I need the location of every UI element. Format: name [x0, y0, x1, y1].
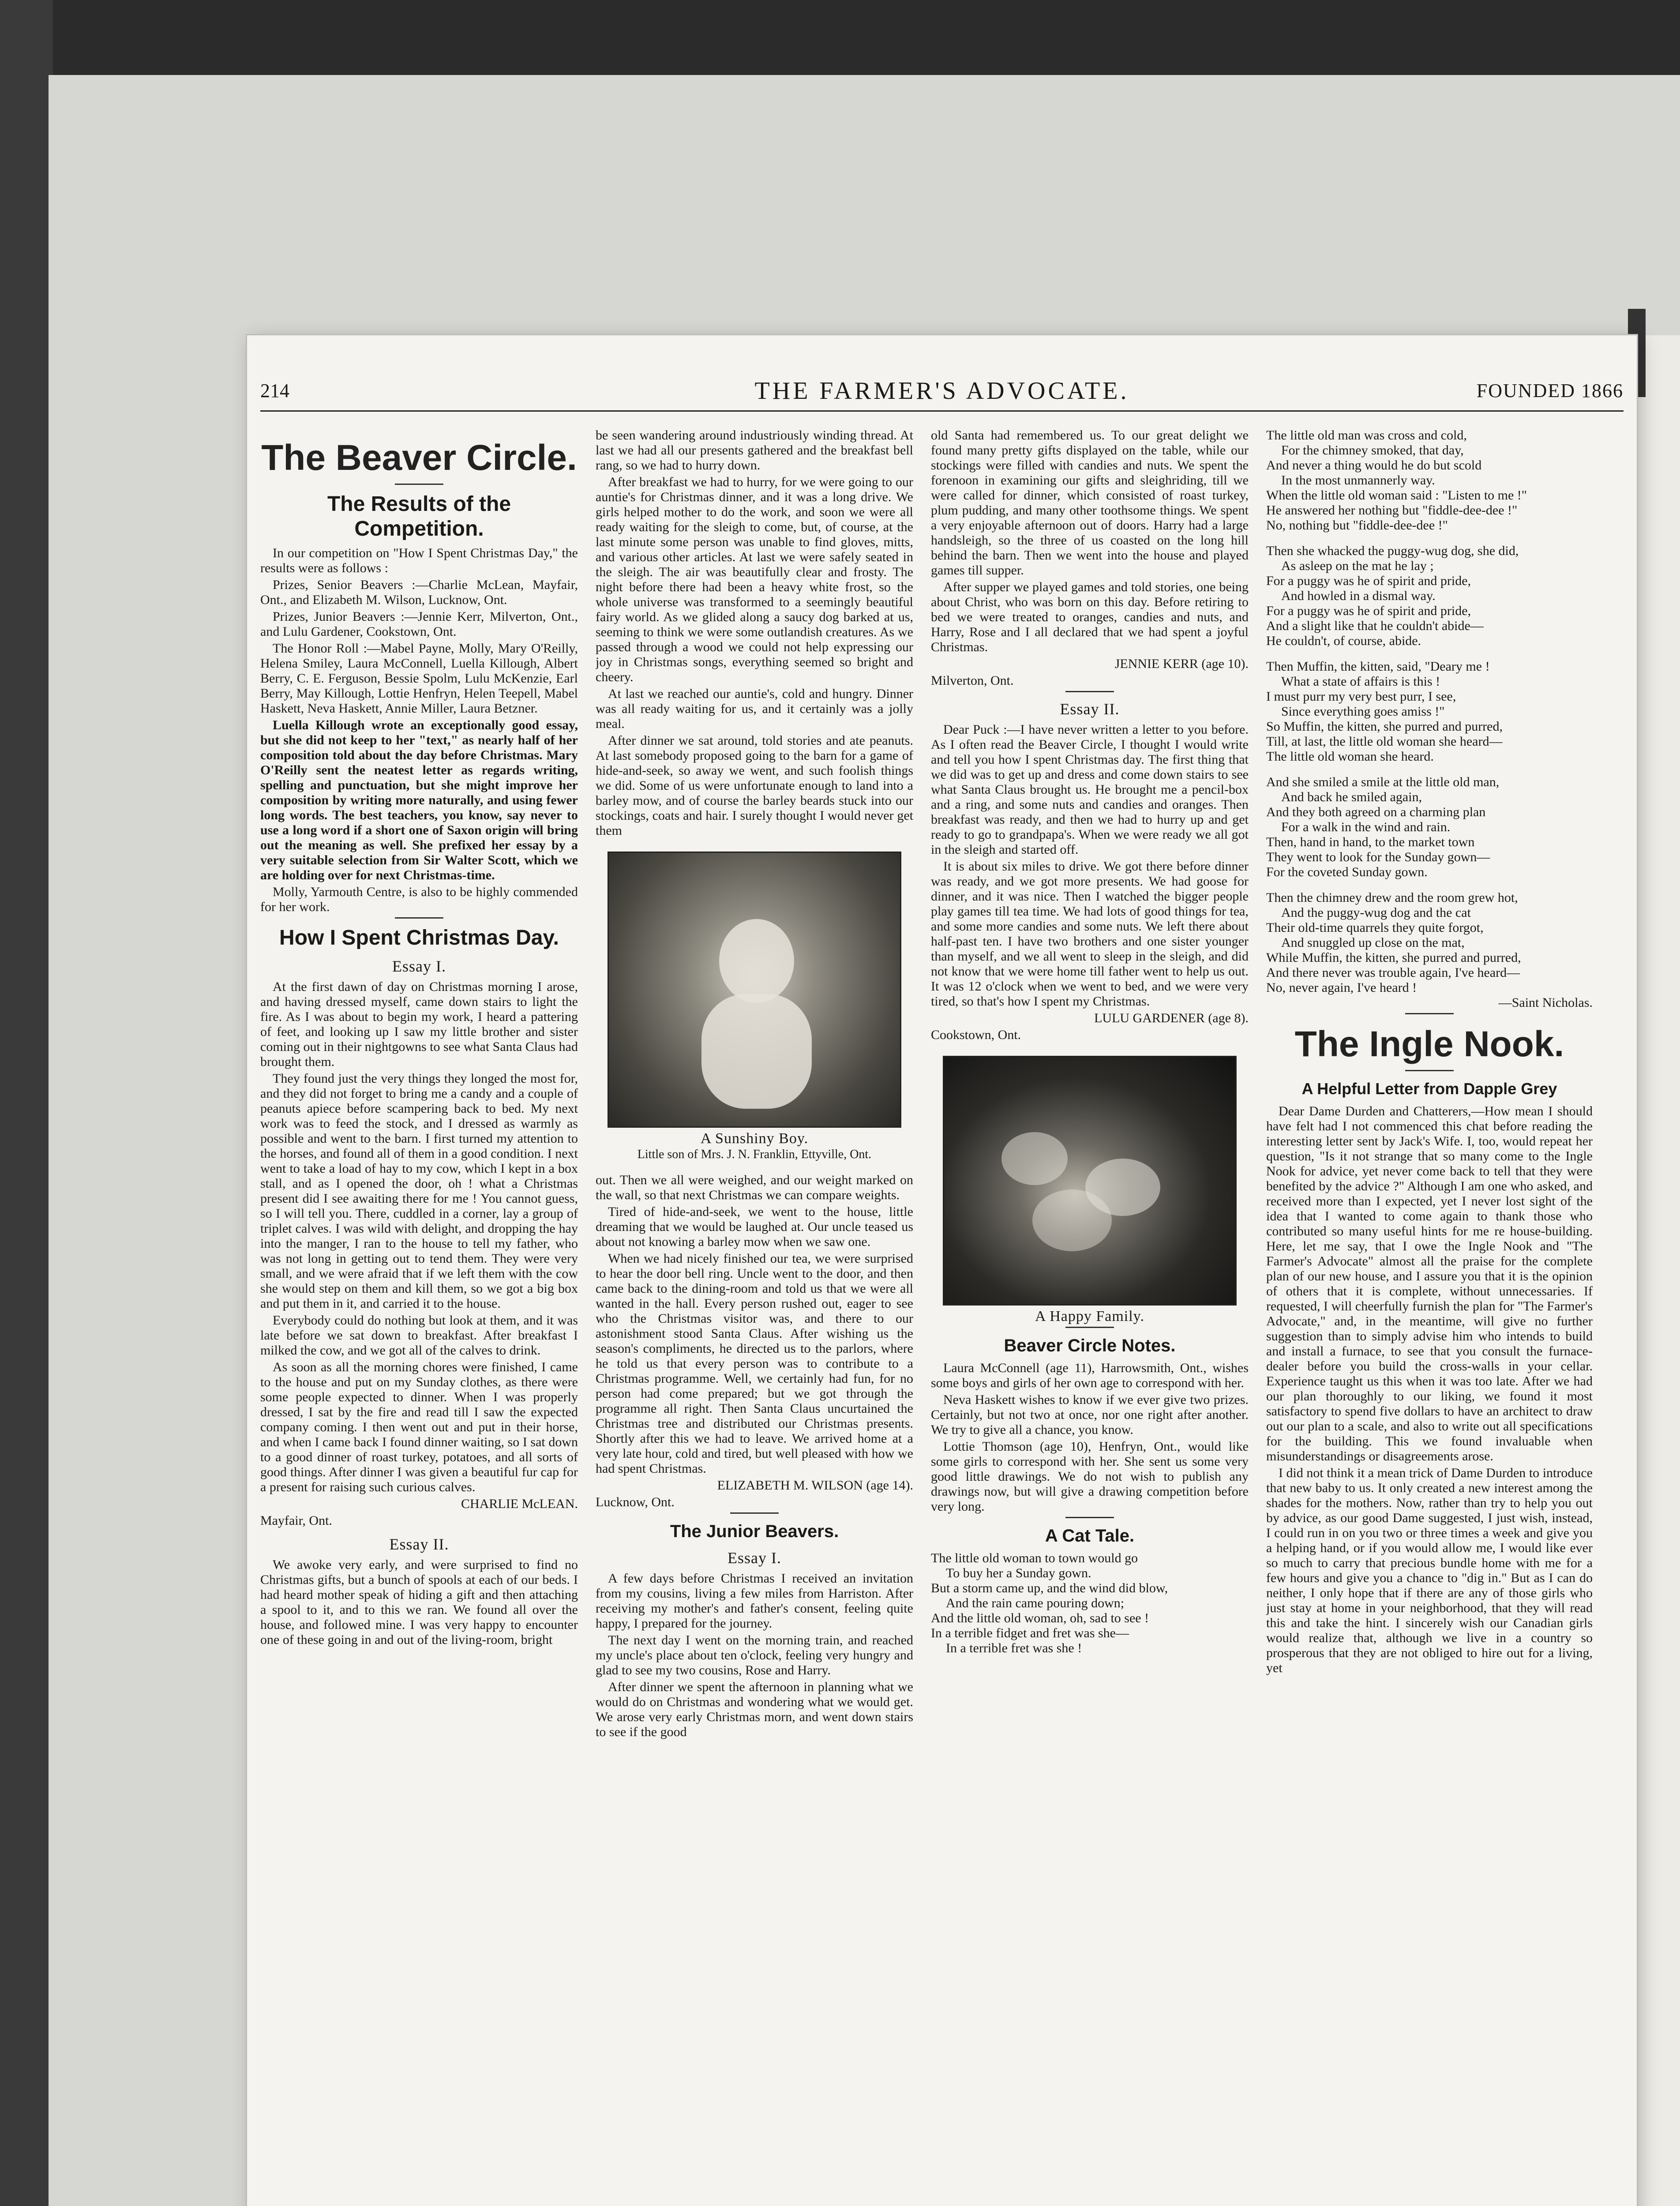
stanza-break: [1266, 533, 1593, 544]
paragraph: When we had nicely finished our tea, we were surprised to hear the door bell ring. Uncle went to the door, and then came back to the dining-room and told us that we were all wanted in the hall. Every person rushed out, eager to see who the Christmas visitor was, and there to our astonishment stood Santa Claus. After wishing us the season's compliments, he directed us to the parlors, where he told us that every person was to contribute to a Christmas programme. Well, we certainly had fun, for no person had come prepared; but we got through the programme all right. Then Santa Claus uncurtained the Christmas tree and distributed our Christmas presents. Shortly after this we had to leave. We arrived home at a very late hour, cold and tired, but well pleased with how we had spent Christmas.: [596, 1251, 913, 1476]
beaver-notes-heading: Beaver Circle Notes.: [1004, 1336, 1176, 1355]
letter-heading: A Helpful Letter from Dapple Grey: [1301, 1080, 1557, 1098]
paragraph: They found just the very things they longed the most for, and they did not forget to bring me a candy and a couple of peanuts apiece before scampering back to bed. My next work was to feed the stock, and I dressed as warmly as possible and went to the barn. I first turned my attention to the horses, and found all of them in a good condition. I next went to take a load of hay to my cow, which I kept in a box stall, and as I opened the door, oh ! what a Christmas present did I see awaiting there for me ! You cannot guess, so I will tell you. There, cuddled in a corner, lay a group of triplet calves. I was wild with delight, and dropping the hay into the manger, I ran to the house to tell my father, who was not long in getting out to tend them. They were very small, and we were afraid that if we left them with the cow she would step on them and kill them, so we got a big box and put them in it, and carried it to the house.: [260, 1071, 578, 1311]
poem-line: They went to look for the Sunday gown—: [1266, 850, 1490, 864]
poem-line: He couldn't, of course, abide.: [1266, 634, 1421, 648]
essay-heading: Essay I.: [728, 1549, 781, 1567]
paragraph: old Santa had remembered us. To our great delight we found many pretty gifts displayed on the table, while our stockings were filled with candies and nuts. We spent the forenoon in examining our gifts and sleighriding, till we were called for dinner, which consisted of roast turkey, plum pudding, and many other toothsome things. We spent a very enjoyable afternoon out of doors. Harry had a large handsleigh, so the three of us coasted on the long hill behind the barn. Then we went into the house and played games till supper.: [931, 428, 1249, 578]
photo-caption: A Happy Family.: [1035, 1308, 1144, 1324]
poem-line: And the puggy-wug dog and the cat: [1281, 905, 1471, 920]
paragraph: At the first dawn of day on Christmas morning I arose, and having dressed myself, came down stairs to light the fire. As I was about to begin my work, I heard a pattering of feet, and looking up I saw my little brother and sister coming out in their nightgowns to see what Santa Claus had brought them.: [260, 979, 578, 1069]
results-heading: The Results of the Competition.: [327, 492, 511, 540]
paragraph: be seen wandering around industriously winding thread. At last we had all our presents gathered and the breakfast bell rang, so we had to hurry down.: [596, 428, 913, 473]
place-line: Lucknow, Ont.: [596, 1495, 675, 1509]
poem-line: In a terrible fidget and fret was she—: [931, 1626, 1129, 1640]
section-rule: [395, 917, 443, 919]
poem-line: Then, hand in hand, to the market town: [1266, 835, 1475, 849]
section-rule: [1065, 1327, 1114, 1328]
poem-line: And a slight like that he couldn't abide—: [1266, 619, 1484, 633]
poem-line: And they both agreed on a charming plan: [1266, 805, 1486, 819]
paragraph: After supper we played games and told stories, one being about Christ, who was born on this day. Before retiring to bed we were treated to oranges, candies and nuts, and Harry, Rose and I all declared that we had spent a joyful Christmas.: [931, 580, 1249, 654]
poem-line: And the rain came pouring down;: [946, 1596, 1125, 1610]
poem-line: But a storm came up, and the wind did blow,: [931, 1581, 1168, 1595]
place-line: Cookstown, Ont.: [931, 1028, 1021, 1042]
signature: LULU GARDENER (age 8).: [1094, 1011, 1249, 1025]
paragraph: Molly, Yarmouth Centre, is also to be highly commended for her work.: [260, 885, 578, 914]
junior-beavers-heading: The Junior Beavers.: [670, 1522, 839, 1541]
poem-line: The little old woman she heard.: [1266, 749, 1434, 764]
essay-heading: Essay II.: [1060, 700, 1120, 718]
paragraph: Dear Dame Durden and Chatterers,—How mean I should have felt had I not commenced this chat before reading the interesting letter sent by Jack's Wife. I, too, would repeat her question, "Is it not strange that so many come to the Ingle Nook for advice, yet never come back to tell that they were benefited by the advice ?" Although I am one who asked, and received more than I expected, yet I never lost sight of the idea that I wanted to come again to thank those who contributed so many useful hints for me re house-building. Here, let me say, that I owe the Ingle Nook and "The Farmer's Advocate" almost all the praise for the complete plan of our new house, and I assure you that it is the opinion of others that it is complete, without unnecessaries. If requested, I will cheerfully furnish the plan for "The Farmer's Advocate," and, in the meantime, will give no further suggestion than to simply advise him who intends to build and install a furnace, to see that you consult the furnace-dealer before you build the cross-walls in your cellar. Experience taught us this when it was too late. After we had our plan thoroughly to our liking, we found it most satisfactory to spend five dollars to have an architect to draw out our plan to a scale, and also to write out all specifications for the building. This we found invaluable when misunderstandings or disagreements arose.: [1266, 1104, 1593, 1463]
paragraph: out. Then we all were weighed, and our weight marked on the wall, so that next Christmas we can compare weights.: [596, 1173, 913, 1202]
poem-line: And she smiled a smile at the little old man,: [1266, 775, 1500, 789]
photo-caption: A Sunshiny Boy.: [700, 1130, 809, 1147]
paragraph: The next day I went on the morning train, and reached my uncle's place about ten o'clock, feeling very hungry and glad to see my two cousins, Rose and Harry.: [596, 1633, 913, 1677]
paragraph: It is about six miles to drive. We got there before dinner was ready, and we got more presents. We had goose for dinner, and it was nice. Then I watched the bigger people play games till tea time. We had lots of good things for tea, and some more candies and some nuts. We left there about half-past ten. I have two brothers and one sister younger than myself, and we all went to sleep in the sleigh, and did not know that we were home till father went to help us out. It was 12 o'clock when we went to bed, and we were very tired, so that's how I spent my Christmas.: [931, 859, 1249, 1009]
newspaper-page: [247, 335, 1637, 2206]
poem-line: For a puggy was he of spirit and pride,: [1266, 604, 1471, 618]
paragraph: Luella Killough wrote an exceptionally good essay, but she did not keep to her "text," as nearly half of her composition told about the day before Christmas. Mary O'Reilly sent the neatest letter as regards writing, spelling and punctuation, but she might improve her composition by writing more naturally, and using fewer long words. The best teachers, you know, say never to use a long word if a short one of Saxon origin will bring out the meaning as well. She prefixed her essay by a very suitable selection from Sir Walter Scott, which we are holding over for next Christmas-time.: [260, 718, 578, 882]
poem-line: So Muffin, the kitten, she purred and purred,: [1266, 719, 1503, 734]
poem-line: In the most unmannerly way.: [1281, 473, 1435, 488]
paragraph: Prizes, Senior Beavers :—Charlie McLean, Mayfair, Ont., and Elizabeth M. Wilson, Lucknow, Ont.: [260, 578, 578, 607]
paragraph: Neva Haskett wishes to know if we ever give two prizes. Certainly, but not two at once, nor one right after another. We try to give all a chance, you know.: [931, 1392, 1249, 1437]
title-rule: [1405, 1070, 1454, 1071]
poem-line: What a state of affairs is this !: [1281, 674, 1440, 689]
paragraph: Everybody could do nothing but look at them, and it was late before we sat down to breakfast. After breakfast I milked the cow, and we got all of the calves to drink.: [260, 1313, 578, 1358]
paragraph: In our competition on "How I Spent Christmas Day," the results were as follows :: [260, 546, 578, 575]
paragraph: Lottie Thomson (age 10), Henfryn, Ont., would like some girls to correspond with her. She sent us some very good little drawings. We do not wish to publish any drawings now, but will give a drawing competition before very long.: [931, 1439, 1249, 1514]
paragraph: We awoke very early, and were surprised to find no Christmas gifts, but a bunch of spools at each of our beds. I had heard mother speak of hiding a gift and then attaching a spool to it, and to this we ran. We found all over the house, and followed mine. I was very happy to encounter one of these going in and out of the living-room, bright: [260, 1557, 578, 1647]
signature: JENNIE KERR (age 10).: [1114, 657, 1249, 671]
ingle-nook-title: The Ingle Nook.: [1294, 1024, 1564, 1064]
poem-line: Then the chimney drew and the room grew hot,: [1266, 890, 1518, 905]
poem-line: And howled in a dismal way.: [1281, 589, 1436, 603]
paragraph: After dinner we sat around, told stories and ate peanuts. At last somebody proposed going to the barn for a game of hide-and-seek, so away we went, and such foolish things we did. Some of us were unfortunate enough to land into a barley mow, and of course the barley beards stuck into our stockings, coats and hair. I surely thought I would never get them: [596, 733, 913, 838]
poem-line: For a puggy was he of spirit and pride,: [1266, 574, 1471, 588]
poem-line: While Muffin, the kitten, she purred and purred,: [1266, 950, 1521, 965]
section-rule: [1405, 1013, 1454, 1014]
poem-line: Then Muffin, the kitten, said, "Deary me !: [1266, 659, 1490, 674]
essay-heading: Essay II.: [389, 1535, 449, 1553]
poem-line: Till, at last, the little old woman she heard—: [1266, 734, 1503, 749]
paragraph: Dear Puck :—I have never written a letter to you before. As I often read the Beaver Circle, I thought I would write and tell you how I spent Christmas day. The first thing that we did was to get up and dress and come down stairs to see what Santa Claus brought us. He brought me a pencil-box and a ring, and some nuts and candies and oranges. Then breakfast was ready, and then we had to hurry up and get ready to go to grandpapa's. When we were ready we all got in the sleigh and started off.: [931, 722, 1249, 857]
adjacent-page-edge: [1637, 335, 1680, 2206]
page-header: [260, 379, 1624, 412]
poem-line: When the little old woman said : "Listen to me !": [1266, 488, 1527, 503]
paragraph: Prizes, Junior Beavers :—Jennie Kerr, Milverton, Ont., and Lulu Gardener, Cookstown, Ont.: [260, 609, 578, 639]
paragraph: The Honor Roll :—Mabel Payne, Molly, Mary O'Reilly, Helena Smiley, Laura McConnell, Luella Killough, Albert Berry, C. E. Ferguson, Bessie Spolm, Lulu McKenzie, Earl Berry, May Killough, Lottie Henfryn, Helen Teepell, Mabel Haskett, Neva Haskett, Annie Miller, Laura Betzner.: [260, 641, 578, 716]
column-3: [931, 428, 1249, 2206]
poem-line: For the coveted Sunday gown.: [1266, 865, 1428, 879]
happy-family-photo: [943, 1056, 1237, 1306]
paragraph: Laura McConnell (age 11), Harrowsmith, Ont., wishes some boys and girls of her own age to correspond with her.: [931, 1361, 1249, 1390]
how-i-spent-heading: How I Spent Christmas Day.: [279, 926, 559, 949]
poem-line: And never a thing would he do but scold: [1266, 458, 1482, 473]
scanner-shadow-left: [0, 0, 53, 2206]
column-2: [596, 428, 913, 2206]
cat-tale-poem: [931, 1551, 1249, 1656]
poem-line: And there never was trouble again, I've heard—: [1266, 965, 1520, 980]
place-line: Milverton, Ont.: [931, 673, 1014, 688]
paragraph: After dinner we spent the afternoon in planning what we would do on Christmas and wondering what we would get. We arose very early Christmas morn, and went down stairs to see if the good: [596, 1680, 913, 1739]
poem-line: And snuggled up close on the mat,: [1281, 935, 1465, 950]
poem-line: No, never again, I've heard !: [1266, 980, 1417, 995]
cat-tale-poem-continued: [1266, 428, 1593, 1010]
signature: ELIZABETH M. WILSON (age 14).: [717, 1478, 913, 1493]
poem-line: The little old man was cross and cold,: [1266, 428, 1467, 443]
stanza-break: [1266, 764, 1593, 775]
section-rule: [1065, 1517, 1114, 1518]
paragraph: A few days before Christmas I received an invitation from my cousins, living a few miles from Harriston. After receiving my mother's and father's consent, feeling quite happy, I prepared for the journey.: [596, 1571, 913, 1631]
founded-label: FOUNDED 1866: [1476, 380, 1624, 401]
paragraph: At last we reached our auntie's, cold and hungry. Dinner was all ready waiting for us, and it certainly was a jolly meal.: [596, 687, 913, 731]
poem-line: The little old woman to town would go: [931, 1551, 1138, 1565]
poem-line: I must purr my very best purr, I see,: [1266, 689, 1456, 704]
paragraph: As soon as all the morning chores were finished, I came to the house and put on my Sunday clothes, as there were some people expected to dinner. When I was properly dressed, I sat by the fire and read till I saw the expected company coming. I then went out and put in their horse, and when I came back I found dinner waiting, so I sat down to a good dinner of roast turkey, potatoes, and all sorts of good things. After dinner I was given a beautiful fur cap for a present for raising such curious calves.: [260, 1360, 578, 1494]
section-rule: [730, 1512, 779, 1514]
poem-line: Then she whacked the puggy-wug dog, she did,: [1266, 544, 1519, 558]
poem-line: For a walk in the wind and rain.: [1281, 820, 1451, 834]
page-number: 214: [260, 380, 289, 401]
paragraph: After breakfast we had to hurry, for we were going to our auntie's for Christmas dinner, and it was a long drive. We girls helped mother to do the work, and soon we were all ready waiting for the sleigh to come, but, of course, at the last minute some person was unable to find gloves, mitts, and various other articles. At last we were safely seated in the sleigh. The air was beautifully clear and frosty. The night before there had been a heavy white frost, so the whole universe was transformed to a seemingly beautiful fairy world. As we glided along a saucy dog barked at us, seeming to think we were some outlandish creatures. As we passed through a wood we could not help expressing our joy in Christmas songs, everything seemed so bright and cheery.: [596, 475, 913, 684]
column-4: [1266, 428, 1593, 2206]
place-line: Mayfair, Ont.: [260, 1513, 332, 1528]
cat-tale-heading: A Cat Tale.: [1045, 1526, 1135, 1546]
title-rule: [395, 484, 443, 485]
poem-line: For the chimney smoked, that day,: [1281, 443, 1464, 458]
poem-attribution: —Saint Nicholas.: [1498, 995, 1593, 1010]
column-1: [260, 428, 578, 2206]
poem-line: He answered her nothing but "fiddle-dee-dee !": [1266, 503, 1518, 518]
essay-heading: Essay I.: [392, 957, 446, 975]
section-rule: [1065, 691, 1114, 692]
poem-line: And the little old woman, oh, sad to see !: [931, 1611, 1149, 1625]
poem-line: No, nothing but "fiddle-dee-dee !": [1266, 518, 1448, 533]
poem-line: As asleep on the mat he lay ;: [1281, 559, 1434, 573]
beaver-circle-title: The Beaver Circle.: [261, 438, 577, 478]
sunshiny-boy-photo: [608, 852, 901, 1128]
poem-line: In a terrible fret was she !: [946, 1641, 1082, 1655]
stanza-break: [1266, 649, 1593, 659]
stanza-break: [1266, 880, 1593, 890]
masthead-title: THE FARMER'S ADVOCATE.: [754, 377, 1129, 405]
paragraph: Tired of hide-and-seek, we went to the house, little dreaming that we would be laughed at. Our uncle teased us about not knowing a barley mow when we saw one.: [596, 1204, 913, 1249]
poem-line: Their old-time quarrels they quite forgot,: [1266, 920, 1484, 935]
signature: CHARLIE McLEAN.: [461, 1497, 578, 1511]
paragraph: I did not think it a mean trick of Dame Durden to introduce that new baby to us. It only created a new interest among the shades for the mothers. Now, rather than try to help you out by advice, as our good Dame suggested, I just wish, instead, I could run in on you two or three times a week and give you a helping hand, or if you would allow me, I would like ever so much to carry that precious bundle home with me for a few hours and give you a chance to "dig in." But as I can do neither, I only hope that if there are any of those girls who just stay at home in your neighborhood, that they will read this and take the hint. I sincerely wish our Canadian girls would realize that, although we live in a country so prosperous that they are not obliged to hire out for a living, yet: [1266, 1466, 1593, 1675]
poem-line: Since everything goes amiss !": [1281, 704, 1445, 719]
photo-subcaption: Little son of Mrs. J. N. Franklin, Ettyville, Ont.: [637, 1148, 872, 1161]
poem-line: To buy her a Sunday gown.: [946, 1566, 1091, 1580]
poem-line: And back he smiled again,: [1281, 790, 1422, 804]
